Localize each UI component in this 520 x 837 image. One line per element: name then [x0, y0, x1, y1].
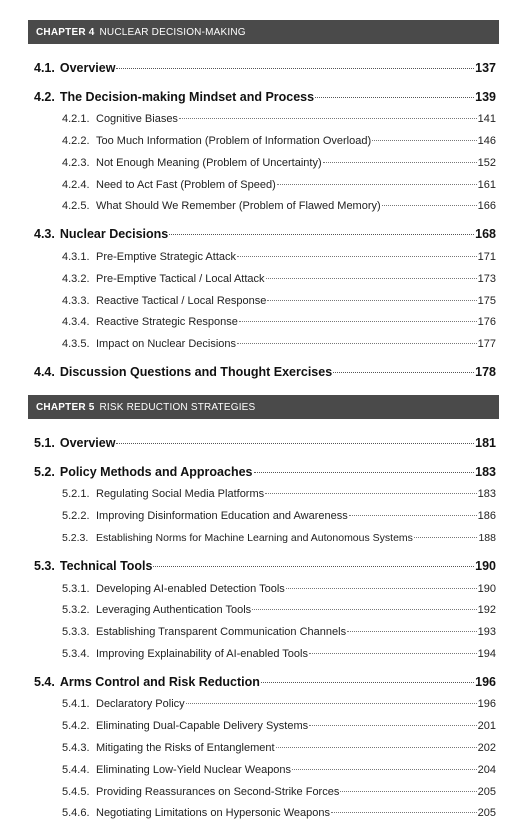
- toc-subsection-entry[interactable]: [62, 485, 496, 501]
- toc-subsection-entry[interactable]: [62, 804, 496, 820]
- dot-leader: [239, 310, 477, 322]
- subsection-number: 4.2.5.: [62, 200, 90, 212]
- section-number: 5.3.: [34, 558, 55, 573]
- dot-leader: [347, 620, 477, 632]
- subsection-number: 4.2.3.: [62, 157, 90, 169]
- section-number: 4.1.: [34, 60, 55, 75]
- toc-subsection-entry[interactable]: [62, 132, 496, 148]
- page-number: 196: [475, 674, 496, 689]
- toc-subsection-entry[interactable]: [62, 623, 496, 639]
- dot-leader: [333, 359, 474, 373]
- toc-subsection-entry[interactable]: [62, 110, 496, 126]
- dot-leader: [266, 267, 477, 279]
- section-title: Discussion Questions and Thought Exercises: [59, 364, 333, 379]
- dot-leader: [116, 55, 474, 69]
- page-number: 202: [477, 742, 496, 754]
- subsection-title: What Should We Remember (Problem of Flawed Memory): [96, 200, 381, 212]
- toc-subsection-entry[interactable]: [62, 176, 496, 192]
- subsection-number: 5.4.2.: [62, 720, 90, 732]
- subsection-number: 5.4.5.: [62, 786, 90, 798]
- section-number: 5.2.: [34, 464, 55, 479]
- dot-leader: [315, 84, 474, 98]
- section-number: 4.3.: [34, 226, 55, 241]
- page-number: 166: [477, 200, 496, 212]
- page-number: 188: [478, 531, 496, 544]
- page-number: 139: [475, 89, 496, 104]
- toc-subsection-entry[interactable]: [62, 529, 496, 545]
- page-number: 183: [475, 464, 496, 479]
- dot-leader: [116, 430, 474, 444]
- section-title: Overview: [59, 60, 116, 75]
- subsection-title: Reactive Tactical / Local Response: [96, 295, 267, 307]
- subsection-number: 5.3.3.: [62, 626, 90, 638]
- page-number: 193: [477, 626, 496, 638]
- dot-leader: [323, 151, 477, 163]
- dot-leader: [252, 598, 477, 610]
- toc-subsection-entry[interactable]: [62, 292, 496, 308]
- toc-subsection-entry[interactable]: [62, 335, 496, 351]
- subsection-title: Need to Act Fast (Problem of Speed): [96, 179, 276, 191]
- page-number: 204: [477, 764, 496, 776]
- dot-leader: [169, 221, 474, 235]
- chapter-header: [28, 20, 499, 44]
- subsection-number: 4.3.2.: [62, 273, 90, 285]
- section-title: Nuclear Decisions: [59, 226, 169, 241]
- page-number: 190: [475, 558, 496, 573]
- page-number: 168: [475, 226, 496, 241]
- subsection-title: Too Much Information (Problem of Information Overload): [96, 135, 372, 147]
- subsection-number: 5.3.4.: [62, 648, 90, 660]
- subsection-title: Establishing Transparent Communication Channels: [96, 626, 347, 638]
- section-number: 5.1.: [34, 435, 55, 450]
- toc-section-entry[interactable]: [34, 58, 496, 76]
- subsection-number: 5.2.1.: [62, 488, 90, 500]
- dot-leader: [179, 107, 477, 119]
- subsection-number: 5.4.4.: [62, 764, 90, 776]
- dot-leader: [382, 194, 477, 206]
- toc-section-entry[interactable]: [34, 433, 496, 451]
- toc-section-entry[interactable]: [34, 556, 496, 574]
- page-number: 173: [477, 273, 496, 285]
- subsection-number: 5.4.1.: [62, 698, 90, 710]
- page-number: 196: [477, 698, 496, 710]
- chapter-title: RISK REDUCTION STRATEGIES: [99, 401, 256, 413]
- toc-subsection-entry[interactable]: [62, 270, 496, 286]
- section-title: The Decision-making Mindset and Process: [59, 89, 315, 104]
- page-number: 177: [477, 338, 496, 350]
- chapter-number: CHAPTER 5: [36, 401, 95, 413]
- dot-leader: [349, 504, 477, 516]
- toc-subsection-entry[interactable]: [62, 154, 496, 170]
- page-number: 186: [477, 510, 496, 522]
- dot-leader: [276, 736, 477, 748]
- toc-subsection-entry[interactable]: [62, 717, 496, 733]
- page-number: 176: [477, 316, 496, 328]
- chapter-title: NUCLEAR DECISION-MAKING: [99, 26, 246, 38]
- page-number: 205: [477, 786, 496, 798]
- toc-subsection-entry[interactable]: [62, 601, 496, 617]
- page-number: 161: [477, 179, 496, 191]
- toc-section-entry[interactable]: [34, 672, 496, 690]
- subsection-title: Eliminating Dual-Capable Delivery Systems: [96, 720, 309, 732]
- subsection-number: 5.3.1.: [62, 583, 90, 595]
- subsection-title: Leveraging Authentication Tools: [96, 604, 252, 616]
- page-number: 205: [477, 807, 496, 819]
- subsection-title: Eliminating Low-Yield Nuclear Weapons: [96, 764, 292, 776]
- subsection-title: Not Enough Meaning (Problem of Uncertainty): [96, 157, 322, 169]
- dot-leader: [265, 482, 477, 494]
- chapter-number: CHAPTER 4: [36, 26, 95, 38]
- subsection-number: 4.3.3.: [62, 295, 90, 307]
- subsection-number: 4.2.2.: [62, 135, 90, 147]
- section-title: Arms Control and Risk Reduction: [59, 674, 260, 689]
- subsection-title: Developing AI-enabled Detection Tools: [96, 583, 285, 595]
- toc-subsection-entry[interactable]: [62, 197, 496, 213]
- subsection-number: 5.4.3.: [62, 742, 90, 754]
- subsection-title: Declaratory Policy: [96, 698, 185, 710]
- toc-subsection-entry[interactable]: [62, 507, 496, 523]
- subsection-title: Reactive Strategic Response: [96, 316, 238, 328]
- subsection-title: Pre-Emptive Tactical / Local Attack: [96, 273, 265, 285]
- page-number: 201: [477, 720, 496, 732]
- toc-subsection-entry[interactable]: [62, 645, 496, 661]
- page-number: 190: [477, 583, 496, 595]
- subsection-title: Improving Disinformation Education and Awareness: [96, 510, 348, 522]
- dot-leader: [153, 553, 474, 567]
- subsection-title: Establishing Norms for Machine Learning and Autonomous Systems: [96, 531, 413, 544]
- dot-leader: [254, 459, 475, 473]
- page-number: 152: [477, 157, 496, 169]
- toc-section-entry[interactable]: [34, 462, 496, 480]
- toc-subsection-entry[interactable]: [62, 313, 496, 329]
- subsection-number: 5.3.2.: [62, 604, 90, 616]
- subsection-number: 5.2.3.: [62, 531, 89, 544]
- subsection-number: 4.3.4.: [62, 316, 90, 328]
- dot-leader: [261, 669, 474, 683]
- dot-leader: [237, 245, 477, 257]
- subsection-number: 5.2.2.: [62, 510, 90, 522]
- page-number: 137: [475, 60, 496, 75]
- subsection-number: 4.2.4.: [62, 179, 90, 191]
- dot-leader: [277, 173, 477, 185]
- section-title: Policy Methods and Approaches: [59, 464, 253, 479]
- page-number: 175: [477, 295, 496, 307]
- subsection-title: Impact on Nuclear Decisions: [96, 338, 237, 350]
- subsection-number: 5.4.6.: [62, 807, 90, 819]
- toc-section-entry[interactable]: [34, 224, 496, 242]
- page-number: 141: [477, 113, 496, 125]
- dot-leader: [414, 526, 478, 538]
- subsection-title: Negotiating Limitations on Hypersonic Weapons: [96, 807, 330, 819]
- subsection-title: Cognitive Biases: [96, 113, 178, 125]
- toc-subsection-entry[interactable]: [62, 695, 496, 711]
- dot-leader: [372, 129, 477, 141]
- toc-subsection-entry[interactable]: [62, 248, 496, 264]
- section-title: Overview: [59, 435, 116, 450]
- subsection-title: Pre-Emptive Strategic Attack: [96, 251, 236, 263]
- chapter-header: [28, 395, 499, 419]
- page-number: 181: [475, 435, 496, 450]
- dot-leader: [309, 642, 477, 654]
- subsection-number: 4.2.1.: [62, 113, 90, 125]
- dot-leader: [267, 289, 476, 301]
- dot-leader: [331, 801, 477, 813]
- toc-subsection-entry[interactable]: [62, 783, 496, 799]
- subsection-number: 4.3.1.: [62, 251, 90, 263]
- section-number: 4.4.: [34, 364, 55, 379]
- dot-leader: [237, 332, 477, 344]
- toc-subsection-entry[interactable]: [62, 761, 496, 777]
- toc-section-entry[interactable]: [34, 362, 496, 380]
- subsection-number: 4.3.5.: [62, 338, 90, 350]
- dot-leader: [286, 577, 477, 589]
- page-number: 146: [477, 135, 496, 147]
- dot-leader: [292, 758, 477, 770]
- page-number: 171: [477, 251, 496, 263]
- page-number: 194: [477, 648, 496, 660]
- toc-subsection-entry[interactable]: [62, 739, 496, 755]
- toc-section-entry[interactable]: [34, 87, 496, 105]
- dot-leader: [309, 714, 477, 726]
- subsection-title: Providing Reassurances on Second-Strike Forces: [96, 786, 340, 798]
- section-number: 5.4.: [34, 674, 55, 689]
- page-number: 183: [477, 488, 496, 500]
- toc-subsection-entry[interactable]: [62, 580, 496, 596]
- section-title: Technical Tools: [59, 558, 153, 573]
- subsection-title: Regulating Social Media Platforms: [96, 488, 265, 500]
- dot-leader: [340, 780, 476, 792]
- dot-leader: [186, 692, 477, 704]
- section-number: 4.2.: [34, 89, 55, 104]
- subsection-title: Improving Explainability of AI-enabled Tools: [96, 648, 308, 660]
- page-number: 192: [477, 604, 496, 616]
- page-number: 178: [475, 364, 496, 379]
- subsection-title: Mitigating the Risks of Entanglement: [96, 742, 275, 754]
